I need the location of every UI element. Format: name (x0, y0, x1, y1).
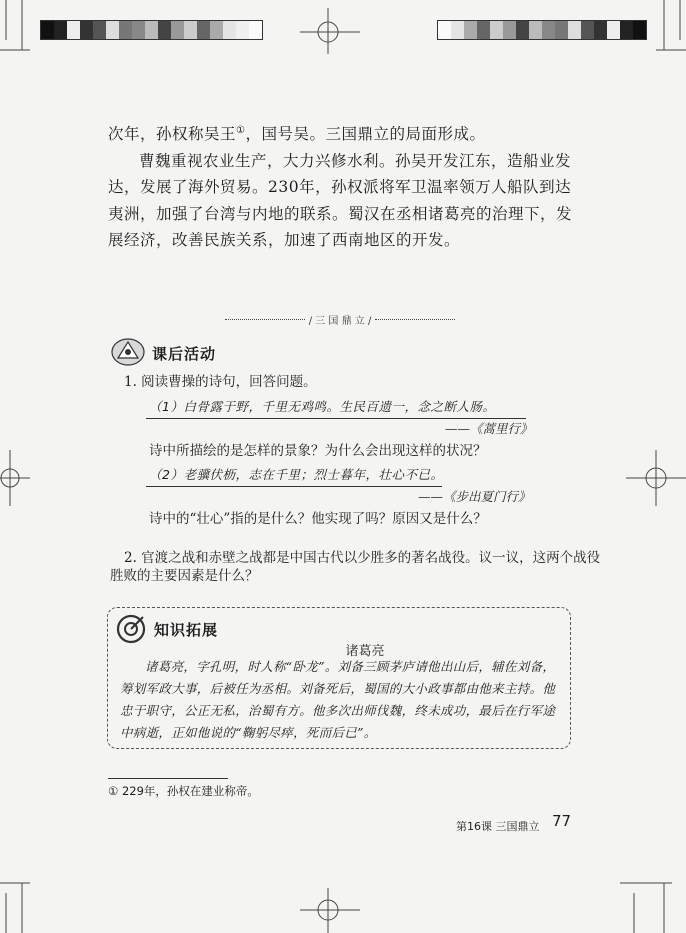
color-bar-left (40, 20, 263, 40)
poem-2: （2）老骥伏枥，志在千里；烈士暮年，壮心不已。 (149, 467, 444, 482)
knowledge-paragraph: 诸葛亮，字孔明，时人称“卧龙”。刘备三顾茅庐请他出山后，辅佐刘备，筹划军政大事，后被任为丞相。刘备死后，蜀国的大小政事都由他来主持。他忠于职守，公正无私，治蜀有方。他多次出师伐魏，终未成功，最后在行军途中病逝，正如他说的“鞠躬尽瘁，死而后已”。 (120, 659, 556, 740)
paragraph-economy: 曹魏重视农业生产，大力兴修水利。孙吴开发江东，造船业发达，发展了海外贸易。230年，孙权派将军卫温率领万人船队到达夷洲，加强了台湾与内地的联系。蜀汉在丞相诸葛亮的治理下，发展经济，改善民族关系，加速了西南地区的开发。 (108, 151, 573, 250)
crop-mark-bottom-right (620, 873, 686, 933)
activity-title: 课后活动 (152, 345, 217, 363)
poem-2-source: ——《步出夏门行》 (418, 489, 531, 504)
divider-label: / 三 国 鼎 立 / (308, 316, 372, 327)
knowledge-text (120, 656, 560, 744)
poem-1-source: ——《蒿里行》 (445, 421, 533, 436)
question-2-line2: 胜败的主要因素是什么？ (110, 568, 259, 584)
registration-mark-top (300, 8, 360, 54)
footnote: ① 229年，孙权在建业称帝。 (108, 784, 259, 798)
knowledge-title: 知识拓展 (154, 621, 219, 639)
footnote-marker: ① (236, 125, 246, 136)
poem-1: （1）白骨露于野，千里无鸡鸣。生民百遗一，念之断人肠。 (149, 399, 496, 414)
text-line-first: 次年，孙权称吴王①，国号吴。三国鼎立的局面形成。 (108, 125, 486, 144)
crop-mark-bottom-left (0, 873, 40, 933)
activity-icon (110, 336, 148, 368)
main-text (108, 118, 578, 254)
crop-mark-top-right (646, 0, 686, 60)
footer-lesson: 第16课 三国鼎立 (456, 820, 540, 833)
question-1-title: 1. 阅读曹操的诗句，回答问题。 (124, 374, 317, 390)
poem-2-underline (146, 486, 442, 487)
registration-mark-left (0, 450, 30, 506)
footnote-rule (108, 778, 228, 779)
color-bar-right (437, 20, 647, 40)
registration-mark-right (626, 450, 686, 506)
section-divider (225, 312, 455, 327)
page-number: 77 (552, 812, 572, 830)
question-2-line1: 2. 官渡之战和赤壁之战都是中国古代以少胜多的著名战役。议一议，这两个战役 (124, 550, 601, 566)
question-1a: 诗中所描绘的是怎样的景象？为什么会出现这样的状况？ (149, 443, 487, 459)
question-1b: 诗中的“壮心”指的是什么？他实现了吗？原因又是什么？ (149, 511, 487, 527)
knowledge-subtitle: 诸葛亮 (345, 644, 385, 659)
crop-mark-top-left (0, 0, 40, 60)
knowledge-icon (115, 613, 147, 645)
registration-mark-bottom (300, 888, 360, 933)
